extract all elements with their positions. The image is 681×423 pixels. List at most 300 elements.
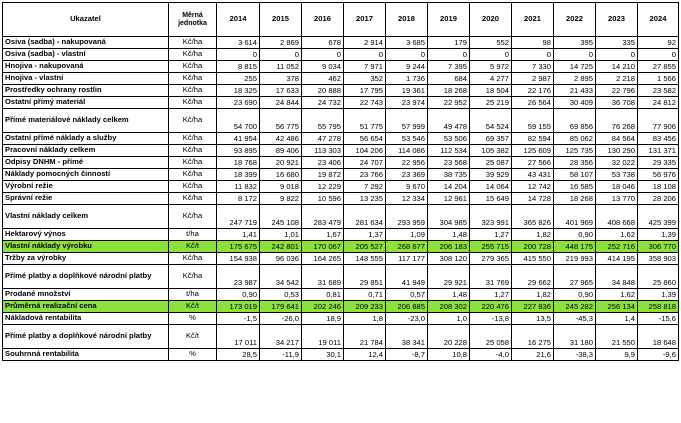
table-row (3, 169, 679, 181)
table-row (3, 49, 679, 61)
value-cell: 84 564 (596, 133, 638, 145)
table-row (3, 301, 679, 313)
value-cell: 125 735 (554, 145, 596, 157)
value-cell: 1,48 (428, 289, 470, 301)
value-cell: 22 796 (596, 85, 638, 97)
value-cell: 9 670 (386, 181, 428, 193)
value-cell: 378 (260, 73, 302, 85)
value-cell: 252 716 (596, 241, 638, 253)
value-cell: 25 087 (470, 157, 512, 169)
value-cell: 56 976 (638, 169, 679, 181)
value-cell: 1,27 (470, 229, 512, 241)
value-cell: 28 206 (638, 193, 679, 205)
row-unit: Kč/ha (169, 193, 217, 205)
row-unit: Kč/ha (169, 145, 217, 157)
value-cell: 69 856 (554, 109, 596, 133)
value-cell: 23 987 (217, 265, 260, 289)
value-cell: 9,9 (596, 349, 638, 361)
value-cell: 28,5 (217, 349, 260, 361)
value-cell: 335 (596, 37, 638, 49)
row-label: Souhrnná rentabilita (3, 349, 169, 361)
value-cell: 15 649 (470, 193, 512, 205)
value-cell: 306 770 (638, 241, 679, 253)
value-cell: 242 801 (260, 241, 302, 253)
value-cell: 18 399 (217, 169, 260, 181)
value-cell: -11,9 (260, 349, 302, 361)
header-year: 2020 (470, 3, 512, 37)
value-cell: 256 134 (596, 301, 638, 313)
value-cell: 12 961 (428, 193, 470, 205)
value-cell: 7 971 (344, 61, 386, 73)
header-year: 2021 (512, 3, 554, 37)
value-cell: 27 965 (554, 265, 596, 289)
value-cell: 2 914 (344, 37, 386, 49)
header-year: 2014 (217, 3, 260, 37)
value-cell: 17 795 (344, 85, 386, 97)
value-cell: 1,0 (428, 313, 470, 325)
header-year: 2024 (638, 3, 679, 37)
value-cell: 53 738 (596, 169, 638, 181)
value-cell: 1,62 (596, 289, 638, 301)
table-row (3, 313, 679, 325)
row-unit: Kč/ha (169, 181, 217, 193)
value-cell: 2 869 (260, 37, 302, 49)
table-row (3, 289, 679, 301)
value-cell: 3 614 (217, 37, 260, 49)
value-cell: 245 282 (554, 301, 596, 313)
row-unit: Kč/ha (169, 85, 217, 97)
table-row (3, 349, 679, 361)
value-cell: 1 736 (386, 73, 428, 85)
value-cell: 14 204 (428, 181, 470, 193)
value-cell: 10,8 (428, 349, 470, 361)
value-cell: 1,39 (638, 229, 679, 241)
table-body (3, 37, 679, 361)
value-cell: 258 818 (638, 301, 679, 313)
value-cell: 42 486 (260, 133, 302, 145)
row-label: Prostředky ochrany rostlin (3, 85, 169, 97)
value-cell: 29 851 (344, 265, 386, 289)
value-cell: 154 938 (217, 253, 260, 265)
value-cell: 9 244 (386, 61, 428, 73)
row-label: Hnojiva - vlastní (3, 73, 169, 85)
value-cell: 39 929 (470, 169, 512, 181)
value-cell: 25 058 (470, 325, 512, 349)
value-cell: 401 969 (554, 205, 596, 229)
value-cell: 34 542 (260, 265, 302, 289)
value-cell: 18 504 (470, 85, 512, 97)
value-cell: 18 768 (217, 157, 260, 169)
value-cell: 20 228 (428, 325, 470, 349)
table-row (3, 193, 679, 205)
row-unit: % (169, 313, 217, 325)
value-cell: 1,09 (386, 229, 428, 241)
table-row (3, 229, 679, 241)
row-unit: Kč/ha (169, 265, 217, 289)
row-label: Ostatní přímé náklady a služby (3, 133, 169, 145)
value-cell: -8,7 (386, 349, 428, 361)
value-cell: 14 210 (596, 61, 638, 73)
value-cell: 0,81 (302, 289, 344, 301)
value-cell: 19 872 (302, 169, 344, 181)
value-cell: 684 (428, 73, 470, 85)
row-label: Osiva (sadba) - vlastní (3, 49, 169, 61)
value-cell: 27 566 (512, 157, 554, 169)
value-cell: 205 527 (344, 241, 386, 253)
row-unit: Kč/t (169, 301, 217, 313)
value-cell: 0 (217, 49, 260, 61)
row-unit: Kč/ha (169, 73, 217, 85)
table-row (3, 325, 679, 349)
value-cell: 54 524 (470, 109, 512, 133)
value-cell: 18 325 (217, 85, 260, 97)
value-cell: 29 335 (638, 157, 679, 169)
value-cell: 98 (512, 37, 554, 49)
value-cell: 2 987 (512, 73, 554, 85)
value-cell: 0 (386, 49, 428, 61)
value-cell: -1,5 (217, 313, 260, 325)
value-cell: 38 735 (428, 169, 470, 181)
value-cell: 21,6 (512, 349, 554, 361)
value-cell: 220 476 (470, 301, 512, 313)
row-label: Osiva (sadba) - nakupovaná (3, 37, 169, 49)
value-cell: 34 848 (596, 265, 638, 289)
value-cell: 22 743 (344, 97, 386, 109)
value-cell: 25 219 (470, 97, 512, 109)
value-cell: 0,53 (260, 289, 302, 301)
value-cell: 0,90 (554, 289, 596, 301)
value-cell: 255 (217, 73, 260, 85)
value-cell: 1,39 (638, 289, 679, 301)
value-cell: 125 609 (512, 145, 554, 157)
value-cell: 7 292 (344, 181, 386, 193)
row-label: Odpisy DNHM - přímé (3, 157, 169, 169)
row-label: Průměrná realizační cena (3, 301, 169, 313)
row-label: Přímé platby a doplňkové národní platby (3, 265, 169, 289)
value-cell: 130 290 (596, 145, 638, 157)
value-cell: 0 (428, 49, 470, 61)
row-unit: Kč/t (169, 325, 217, 349)
value-cell: 49 478 (428, 109, 470, 133)
value-cell: 36 708 (596, 97, 638, 109)
value-cell: 245 108 (260, 205, 302, 229)
value-cell: 1,67 (302, 229, 344, 241)
row-label: Pracovní náklady celkem (3, 145, 169, 157)
header-year: 2015 (260, 3, 302, 37)
value-cell: 56 775 (260, 109, 302, 133)
value-cell: 23 582 (638, 85, 679, 97)
value-cell: 17 633 (260, 85, 302, 97)
value-cell: 2 218 (596, 73, 638, 85)
header-unit: Měrná jednotka (169, 3, 217, 37)
value-cell: 8 815 (217, 61, 260, 73)
value-cell: 0 (512, 49, 554, 61)
value-cell: 47 278 (302, 133, 344, 145)
value-cell: 24 812 (638, 97, 679, 109)
value-cell: 96 036 (260, 253, 302, 265)
value-cell: 206 183 (428, 241, 470, 253)
value-cell: -13,8 (470, 313, 512, 325)
value-cell: 21 433 (554, 85, 596, 97)
value-cell: 24 844 (260, 97, 302, 109)
value-cell: 3 685 (386, 37, 428, 49)
value-cell: 54 700 (217, 109, 260, 133)
value-cell: 7 395 (428, 61, 470, 73)
value-cell: 2 895 (554, 73, 596, 85)
value-cell: 77 906 (638, 109, 679, 133)
value-cell: 43 431 (512, 169, 554, 181)
value-cell: 41 949 (386, 265, 428, 289)
row-unit: Kč/ha (169, 97, 217, 109)
value-cell: 22 176 (512, 85, 554, 97)
value-cell: 22 956 (386, 157, 428, 169)
table-row (3, 85, 679, 97)
value-cell: 1,48 (428, 229, 470, 241)
value-cell: 0 (344, 49, 386, 61)
value-cell: 1,82 (512, 289, 554, 301)
value-cell: -15,6 (638, 313, 679, 325)
value-cell: 164 265 (302, 253, 344, 265)
value-cell: 14 725 (554, 61, 596, 73)
value-cell: 1,62 (596, 229, 638, 241)
value-cell: 58 107 (554, 169, 596, 181)
value-cell: 9 822 (260, 193, 302, 205)
value-cell: 552 (470, 37, 512, 49)
row-label: Tržby za výrobky (3, 253, 169, 265)
row-unit: Kč/ha (169, 253, 217, 265)
value-cell: 0,71 (344, 289, 386, 301)
value-cell: 0 (260, 49, 302, 61)
value-cell: 13 235 (344, 193, 386, 205)
row-unit: % (169, 349, 217, 361)
value-cell: 51 775 (344, 109, 386, 133)
value-cell: 462 (302, 73, 344, 85)
value-cell: 25 860 (638, 265, 679, 289)
value-cell: 279 365 (470, 253, 512, 265)
value-cell: 170 067 (302, 241, 344, 253)
row-unit: Kč/ha (169, 133, 217, 145)
row-unit: Kč/ha (169, 109, 217, 133)
value-cell: 179 641 (260, 301, 302, 313)
value-cell: 31 689 (302, 265, 344, 289)
value-cell: 38 341 (386, 325, 428, 349)
row-label: Nákladová rentabilita (3, 313, 169, 325)
value-cell: 104 206 (344, 145, 386, 157)
value-cell: 0 (596, 49, 638, 61)
value-cell: 1,01 (260, 229, 302, 241)
table-row (3, 133, 679, 145)
value-cell: 56 654 (344, 133, 386, 145)
table-row (3, 205, 679, 229)
value-cell: 26 564 (512, 97, 554, 109)
header-year: 2019 (428, 3, 470, 37)
value-cell: 0 (638, 49, 679, 61)
value-cell: 23 568 (428, 157, 470, 169)
value-cell: 425 399 (638, 205, 679, 229)
value-cell: 11 832 (217, 181, 260, 193)
value-cell: 83 456 (638, 133, 679, 145)
row-unit: Kč/ha (169, 49, 217, 61)
value-cell: 29 662 (512, 265, 554, 289)
value-cell: 18 108 (638, 181, 679, 193)
value-cell: 18 648 (638, 325, 679, 349)
value-cell: 18,9 (302, 313, 344, 325)
value-cell: 1,8 (344, 313, 386, 325)
value-cell: 0 (554, 49, 596, 61)
value-cell: 89 406 (260, 145, 302, 157)
value-cell: 117 177 (386, 253, 428, 265)
value-cell: 41 954 (217, 133, 260, 145)
value-cell: -38,3 (554, 349, 596, 361)
value-cell: 19 361 (386, 85, 428, 97)
value-cell: 28 356 (554, 157, 596, 169)
value-cell: 0,57 (386, 289, 428, 301)
value-cell: 0 (302, 49, 344, 61)
value-cell: 247 719 (217, 205, 260, 229)
value-cell: -9,6 (638, 349, 679, 361)
value-cell: 9 034 (302, 61, 344, 73)
value-cell: 1,37 (344, 229, 386, 241)
row-label: Vlastní náklady výrobku (3, 241, 169, 253)
row-unit: Kč/ha (169, 157, 217, 169)
value-cell: 23 974 (386, 97, 428, 109)
value-cell: 12 334 (386, 193, 428, 205)
header-year: 2016 (302, 3, 344, 37)
value-cell: 0,90 (217, 289, 260, 301)
value-cell: 9 018 (260, 181, 302, 193)
value-cell: 14 064 (470, 181, 512, 193)
value-cell: 22 952 (428, 97, 470, 109)
value-cell: 209 233 (344, 301, 386, 313)
value-cell: 414 195 (596, 253, 638, 265)
value-cell: 13 770 (596, 193, 638, 205)
row-unit: Kč/ha (169, 61, 217, 73)
value-cell: 131 371 (638, 145, 679, 157)
value-cell: -26,0 (260, 313, 302, 325)
value-cell: 1,41 (217, 229, 260, 241)
value-cell: 29 921 (428, 265, 470, 289)
value-cell: -45,3 (554, 313, 596, 325)
table-row (3, 109, 679, 133)
header-year: 2017 (344, 3, 386, 37)
value-cell: 1 566 (638, 73, 679, 85)
table-row (3, 61, 679, 73)
value-cell: 10 596 (302, 193, 344, 205)
value-cell: 200 728 (512, 241, 554, 253)
value-cell: 34 217 (260, 325, 302, 349)
value-cell: 16 585 (554, 181, 596, 193)
value-cell: 1,27 (470, 289, 512, 301)
value-cell: 308 120 (428, 253, 470, 265)
value-cell: 7 330 (512, 61, 554, 73)
value-cell: 31 180 (554, 325, 596, 349)
header-year: 2023 (596, 3, 638, 37)
table-row (3, 265, 679, 289)
table-row (3, 97, 679, 109)
value-cell: 23 690 (217, 97, 260, 109)
cost-table (2, 2, 679, 361)
value-cell: 12,4 (344, 349, 386, 361)
row-label: Přímé materiálové náklady celkem (3, 109, 169, 133)
value-cell: 23 369 (386, 169, 428, 181)
table-row (3, 253, 679, 265)
value-cell: 32 022 (596, 157, 638, 169)
value-cell: 1,4 (596, 313, 638, 325)
value-cell: 112 534 (428, 145, 470, 157)
value-cell: 227 836 (512, 301, 554, 313)
value-cell: 5 972 (470, 61, 512, 73)
value-cell: 268 677 (386, 241, 428, 253)
value-cell: 365 826 (512, 205, 554, 229)
value-cell: 0 (470, 49, 512, 61)
value-cell: 69 357 (470, 133, 512, 145)
value-cell: 281 634 (344, 205, 386, 229)
value-cell: 57 999 (386, 109, 428, 133)
value-cell: 23 406 (302, 157, 344, 169)
value-cell: 12 742 (512, 181, 554, 193)
value-cell: 114 086 (386, 145, 428, 157)
value-cell: 678 (302, 37, 344, 49)
value-cell: 24 732 (302, 97, 344, 109)
value-cell: 179 (428, 37, 470, 49)
value-cell: 21 550 (596, 325, 638, 349)
value-cell: 219 993 (554, 253, 596, 265)
value-cell: -4,0 (470, 349, 512, 361)
row-unit: t/ha (169, 229, 217, 241)
row-unit: Kč/ha (169, 169, 217, 181)
value-cell: 19 011 (302, 325, 344, 349)
value-cell: 175 675 (217, 241, 260, 253)
value-cell: 11 052 (260, 61, 302, 73)
value-cell: 255 715 (470, 241, 512, 253)
value-cell: 23 766 (344, 169, 386, 181)
table-row (3, 145, 679, 157)
value-cell: 283 479 (302, 205, 344, 229)
value-cell: 148 555 (344, 253, 386, 265)
value-cell: 27 855 (638, 61, 679, 73)
value-cell: 4 277 (470, 73, 512, 85)
value-cell: 1,82 (512, 229, 554, 241)
value-cell: 352 (344, 73, 386, 85)
value-cell: 30,1 (302, 349, 344, 361)
value-cell: 0,90 (554, 229, 596, 241)
value-cell: 17 011 (217, 325, 260, 349)
value-cell: 18 046 (596, 181, 638, 193)
row-unit: Kč/ha (169, 205, 217, 229)
value-cell: 206 885 (386, 301, 428, 313)
value-cell: 53 506 (428, 133, 470, 145)
value-cell: 448 175 (554, 241, 596, 253)
value-cell: 16 680 (260, 169, 302, 181)
value-cell: 415 550 (512, 253, 554, 265)
header-row (3, 3, 679, 37)
value-cell: 20 888 (302, 85, 344, 97)
table-row (3, 241, 679, 253)
row-label: Výrobní režie (3, 181, 169, 193)
value-cell: 55 795 (302, 109, 344, 133)
table-row (3, 37, 679, 49)
value-cell: 16 275 (512, 325, 554, 349)
value-cell: 113 303 (302, 145, 344, 157)
value-cell: 105 382 (470, 145, 512, 157)
row-label: Správní režie (3, 193, 169, 205)
value-cell: 208 302 (428, 301, 470, 313)
row-unit: Kč/ha (169, 37, 217, 49)
value-cell: 304 985 (428, 205, 470, 229)
value-cell: 21 784 (344, 325, 386, 349)
table-row (3, 73, 679, 85)
row-label: Prodané množství (3, 289, 169, 301)
